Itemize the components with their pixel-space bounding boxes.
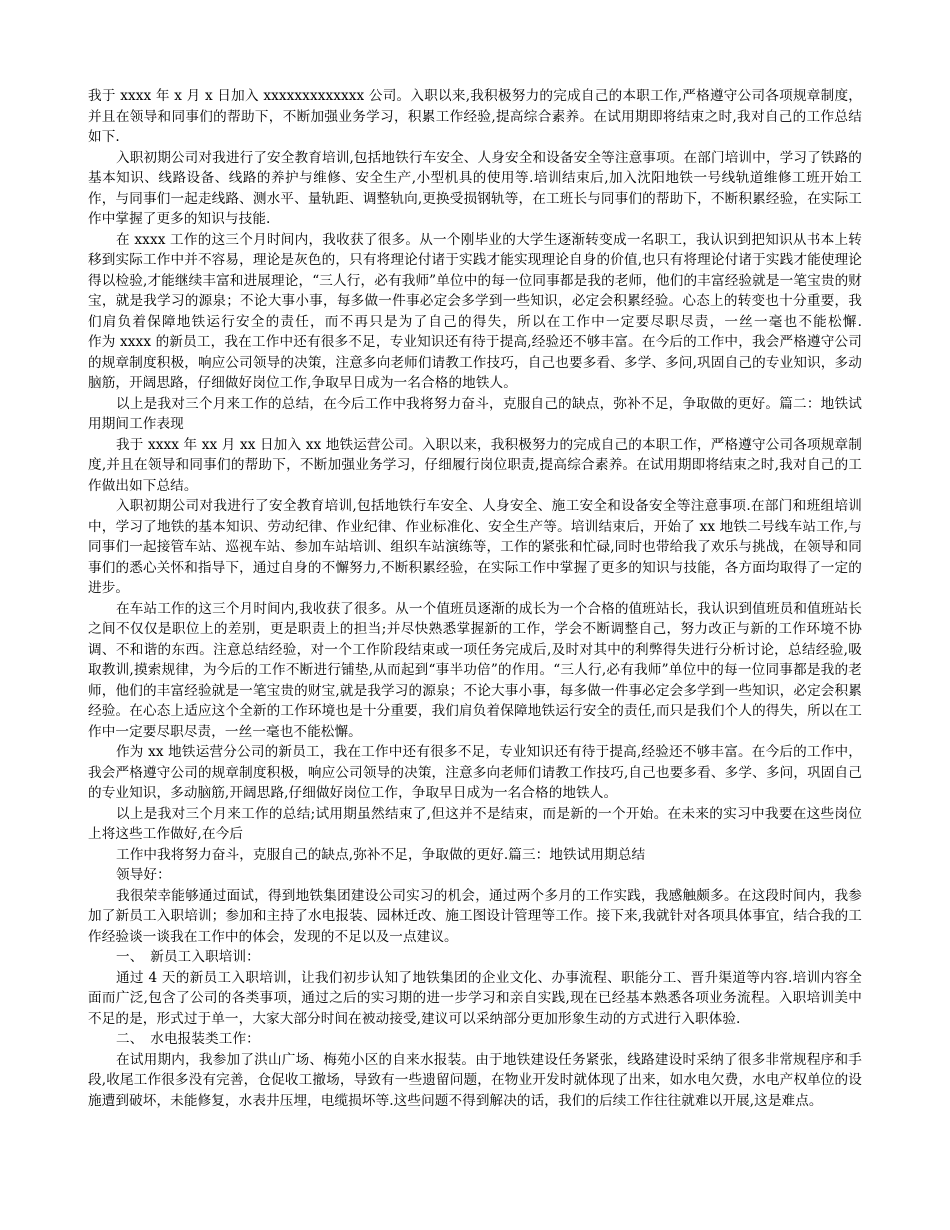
paragraph-part-two-intro: 我于 xxxx 年 xx 月 xx 日加入 xx 地铁运营公司。入职以来，我积极努力的完成自己的本职工作，严格遵守公司各项规章制度,并且在领导和同事们的帮助下，不断加强业务学习，仔细履行岗位职责,提高综合素养。在试用期即将结束之时,我对自己的工作做出如下总结。 (88, 436, 862, 494)
paragraph-intro: 我于 xxxx 年 x 月 x 日加入 xxxxxxxxxxxxx 公司。入职以来,我积极努力的完成自己的本职工作,严格遵守公司各项规章制度，并且在领导和同事们的帮助下，不断加强业务学习，积累工作经验,提高综合素养。在试用期即将结束之时,我对自己的工作总结如下. (88, 88, 862, 145)
paragraph-training: 入职初期公司对我进行了安全教育培训,包括地铁行车安全、人身安全和设备安全等注意事项。在部门培训中，学习了铁路的基本知识、线路设备、线路的养护与维修、安全生产,小型机具的使用等.培训结束后,加入沈阳地铁一号线轨道维修工班开始工作，与同事们一起走线路、测水平、量轨距、调整轨向,更换受损钢轨等，在工班长与同事们的帮助下，不断积累经验，在实际工作中掌握了更多的知识与技能. (88, 149, 862, 227)
paragraph-part-three-heading: 工作中我将努力奋斗，克服自己的缺点,弥补不足，争取做的更好.篇三：地铁试用期总结 (116, 846, 646, 863)
section-heading-onboarding: 一、 新员工入职培训： (116, 949, 260, 965)
paragraph-onboarding: 通过 4 天的新员工入职培训，让我们初步认知了地铁集团的企业文化、办事流程、职能分工、晋升渠道等内容.培训内容全面而广泛,包含了公司的各类事项，通过之后的实习期的进一步学习和亲自实践,现在已经基本熟悉各项业务流程。入职培训美中不足的是，形式过于单一，大家大部分时间在被动接受,建议可以采纳部分更加形象生动的方式进行入职体验. (88, 969, 862, 1027)
paragraph-part-three-intro: 我很荣幸能够通过面试，得到地铁集团建设公司实习的机会，通过两个多月的工作实践，我感触颇多。在这段时间内，我参加了新员工入职培训；参加和主持了水电报装、园林迁改、施工图设计管理等工作。接下来,我就针对各项具体事宜，结合我的工作经验谈一谈我在工作中的体会，发现的不足以及一点建议。 (88, 887, 862, 945)
paragraph-station-work: 在车站工作的这三个月时间内,我收获了很多。从一个值班员逐渐的成长为一个合格的值班站长，我认识到值班员和值班站长之间不仅仅是职位上的差别，更是职责上的担当;并尽快熟悉掌握新的工作，学会不断调整自己，努力改正与新的工作环境不协调、不和谐的东西。注意总结经验，对一个工作阶段结束或一项任务完成后,及时对其中的利弊得失进行分析讨论，总结经验,吸取教训,摸索规律，为今后的工作不断进行铺垫,从而起到“事半功倍”的作用。“三人行,必有我师”单位中的每一位同事都是我的老师，他们的丰富经验就是一笔宝贵的财宝,就是我学习的源泉；不论大事小事，每多做一件事必定会多学到一些知识，必定会积累经验。在心态上适应这个全新的工作环境也是十分重要，我们肩负着保障地铁运行安全的责任,而只是我们个人的得失，所以在工作中一定要尽职尽责，一丝一毫也不能松懈。 (88, 600, 862, 740)
section-heading-utilities: 二、 水电报装类工作： (116, 1031, 260, 1047)
paragraph-summary-one: 以上是我对三个月来工作的总结，在今后工作中我将努力奋斗，克服自己的缺点，弥补不足，争取做的更好。篇二：地铁试用期间工作表现 (88, 395, 862, 432)
paragraph-greeting: 领导好： (116, 867, 171, 883)
paragraph-three-months: 在 xxxx 工作的这三个月时间内，我收获了很多。从一个刚毕业的大学生逐渐转变成一名职工，我认识到把知识从书本上转移到实际工作中并不容易，理论是灰色的，只有将理论付诸于实践才能实现理论自身的价值,也只有将理论付诸于实践才能使理论得以检验,才能继续丰富和进展理论，“三人行，必有我师”单位中的每一位同事都是我的老师，他们的丰富经验就是一笔宝贵的财宝，就是我学习的源泉；不论大事小事，每多做一件事必定会多学到一些知识，必定会积累经验。心态上的转变也十分重要，我们肩负着保障地铁运行安全的责任，而不再只是为了自己的得失，所以在工作中一定要尽职尽责，一丝一毫也不能松懈. 作为 xxxx 的新员工，我在工作中还有很多不足，专业知识还有待于提高,经验还不够丰富。在今后的工作中，我会严格遵守公司的规章制度积极，响应公司领导的决策，注意多向老师们请教工作技巧，自己也要多看、多学、多问,巩固自己的专业知识，多动脑筋，开阔思路，仔细做好岗位工作,争取早日成为一名合格的地铁人。 (88, 231, 917, 391)
paragraph-summary-two: 以上是我对三个月来工作的总结;试用期虽然结束了,但这并不是结束，而是新的一个开始。在未来的实习中我要在这些岗位上将这些工作做好,在今后 (88, 805, 862, 842)
paragraph-utilities: 在试用期内，我参加了洪山广场、梅苑小区的自来水报装。由于地铁建设任务紧张，线路建设时采纳了很多非常规程序和手段,收尾工作很多没有完善，仓促收工撤场，导致有一些遗留问题，在物业开发时就体现了出来，如水电欠费，水电产权单位的设施遭到破坏，未能修复，水表井压埋，电缆损坏等.这些问题不得到解决的话，我们的后续工作往往就难以开展,这是难点。 (88, 1051, 862, 1109)
paragraph-part-two-training: 入职初期公司对我进行了安全教育培训,包括地铁行车安全、人身安全、施工安全和设备安全等注意事项.在部门和班组培训中，学习了地铁的基本知识、劳动纪律、作业纪律、作业标准化、安全生产等。培训结束后，开始了 xx 地铁二号线车站工作,与同事们一起接管车站、巡视车站、参加车站培训、组织车站演练等，工作的紧张和忙碌,同时也带给我了欢乐与挑战，在领导和同事们的悉心关怀和指导下，通过自身的不懈努力,不断积累经验，在实际工作中掌握了更多的知识与技能，各方面均取得了一定的进步。 (88, 498, 862, 596)
paragraph-new-employee: 作为 xx 地铁运营分公司的新员工，我在工作中还有很多不足，专业知识还有待于提高,经验还不够丰富。在今后的工作中，我会严格遵守公司的规章制度积极，响应公司领导的决策，注意多向老师们请教工作技巧,自己也要多看、多学、多问，巩固自己的专业知识，多动脑筋,开阔思路,仔细做好岗位工作，争取早日成为一名合格的地铁人。 (88, 744, 862, 801)
